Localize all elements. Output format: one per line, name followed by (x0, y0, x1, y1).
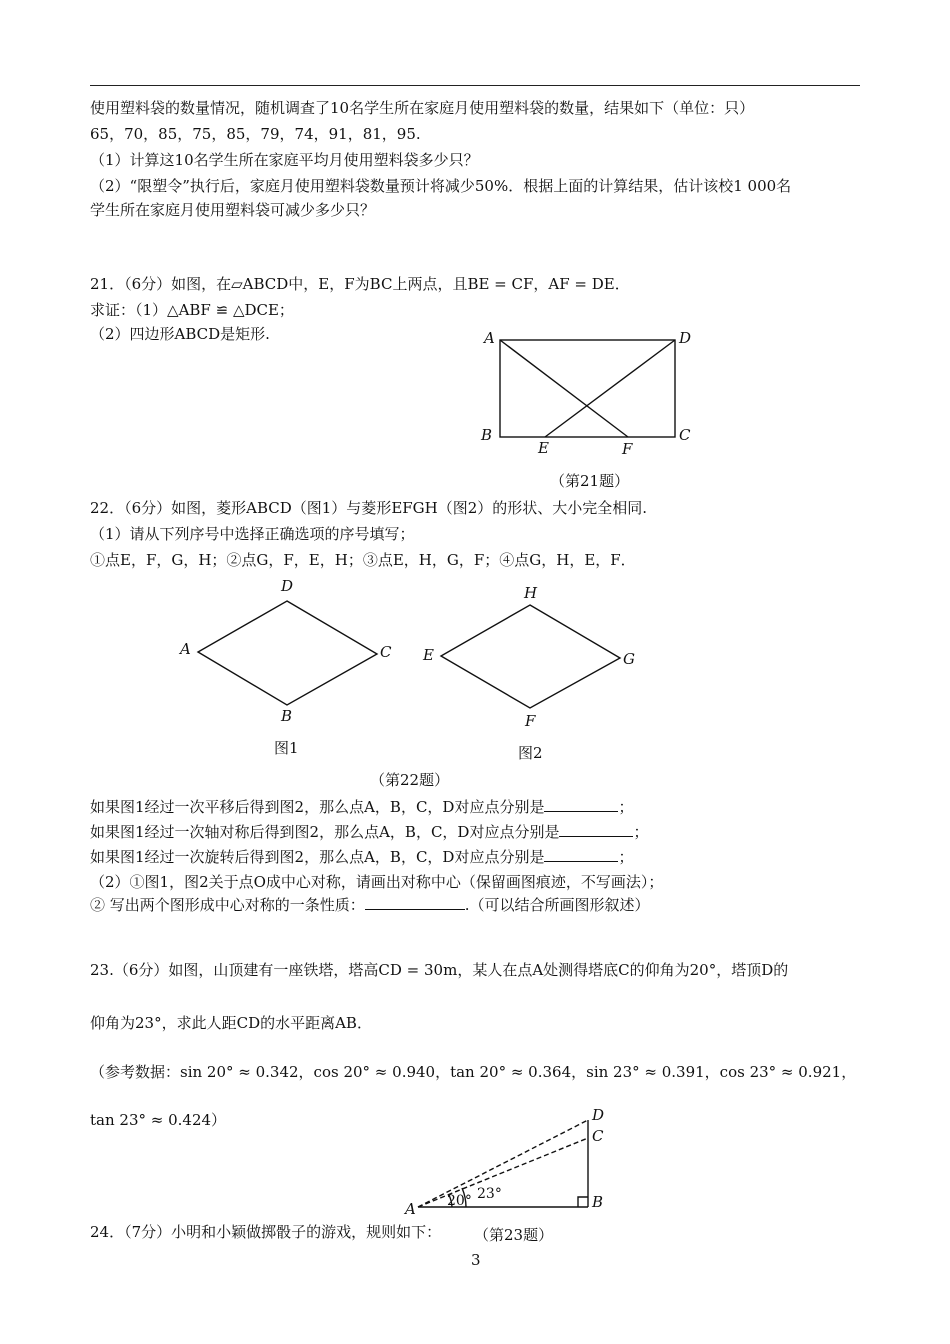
question-22-property (90, 895, 650, 915)
question-22-property-text: ② 写出两个图形成中心对称的一条性质： (90, 896, 365, 914)
fig21-label-A: A (484, 329, 495, 347)
fig23-label-B: B (592, 1193, 604, 1211)
fig22-label-E: E (423, 646, 434, 664)
question-22-translation-text: 如果图1经过一次平移后得到图2，那么点A，B，C，D对应点分别是 (90, 798, 545, 816)
figure-22-rhombus-1 (198, 601, 377, 705)
question-22-part-1: （1）请从下列序号中选择正确选项的序号填写； (90, 525, 415, 543)
fig22-label-B: B (281, 707, 293, 725)
fig22-label-C: C (380, 643, 392, 661)
fig21-label-D: D (679, 329, 692, 347)
question-22-rotation-text: 如果图1经过一次旋转后得到图2，那么点A，B，C，D对应点分别是 (90, 848, 545, 866)
question-20-part-2-cont: 学生所在家庭月使用塑料袋可减少多少只？ (90, 201, 376, 219)
fig23-label-D: D (592, 1106, 605, 1124)
question-22-options: ①点E，F，G，H；②点G，F，E，H；③点E，H，G，F；④点G，H，E，F． (90, 551, 636, 569)
question-21-proof-1: 求证：（1）△ABF ≌ △DCE； (90, 301, 294, 319)
semicolon: ； (618, 848, 634, 866)
fig21-label-C: C (679, 426, 691, 444)
fig23-label-C: C (592, 1127, 604, 1145)
fig22-label-H: H (524, 584, 538, 602)
figure-22-rhombus-2 (441, 605, 620, 708)
question-23-reference: （参考数据：sin 20° ≈ 0.342，cos 20° ≈ 0.940，tan 20° ≈ 0.364，sin 23° ≈ 0.391，cos 23° ≈ 0.921， (90, 1063, 857, 1081)
fig23-angle-23: 23° (477, 1186, 502, 1202)
question-22-stem: 22．（6分）如图，菱形ABCD（图1）与菱形EFGH（图2）的形状、大小完全相同. (90, 499, 648, 517)
fig23-angle-20: 20° (447, 1193, 472, 1209)
question-23-stem: 23.（6分）如图，山顶建有一座铁塔，塔高CD = 30m，某人在点A处测得塔底C的仰角为20°，塔顶D的 (90, 961, 789, 979)
fig22-label-D: D (281, 577, 294, 595)
question-22-reflection (90, 822, 648, 842)
fig23-label-A: A (405, 1200, 416, 1218)
question-21-stem: 21．（6分）如图，在▱ABCD中，E，F为BC上两点，且BE = CF，AF = DE． (90, 275, 630, 293)
figure-23-triangle (418, 1120, 588, 1207)
question-22-property-note: .（可以结合所画图形叙述） (464, 896, 650, 914)
question-20-part-1: （1）计算这10名学生所在家庭平均月使用塑料袋多少只？ (90, 151, 479, 169)
answer-blank-property[interactable] (365, 895, 465, 910)
semicolon: ； (633, 823, 649, 841)
fig21-label-E: E (538, 439, 549, 457)
semicolon: ； (618, 798, 634, 816)
fig22-label-A: A (180, 640, 191, 658)
fig21-label-B: B (481, 426, 493, 444)
answer-blank-translation[interactable] (544, 797, 618, 812)
fig22-label-F: F (525, 712, 536, 730)
figure-21-rectangle (500, 340, 675, 437)
question-20-part-2: （2）“限塑令”执行后，家庭月使用塑料袋数量预计将减少50%．根据上面的计算结果，估计该校1 000名 (90, 177, 792, 195)
question-22-translation (90, 797, 633, 817)
question-22-reflection-text: 如果图1经过一次轴对称后得到图2，那么点A，B，C，D对应点分别是 (90, 823, 560, 841)
figure-21-caption: （第21题） (550, 472, 630, 490)
question-21-proof-2: （2）四边形ABCD是矩形. (90, 325, 270, 343)
fig22-label-G: G (623, 650, 635, 668)
question-23-ask: 仰角为23°，求此人距CD的水平距离AB． (90, 1014, 372, 1032)
text-line-1: 使用塑料袋的数量情况，随机调查了10名学生所在家庭月使用塑料袋的数量，结果如下（单位：只） (90, 99, 755, 117)
page-number: 3 (471, 1251, 481, 1269)
figure-22-caption: （第22题） (370, 771, 450, 789)
figure-23-caption: （第23题） (474, 1226, 554, 1244)
answer-blank-rotation[interactable] (544, 847, 618, 862)
figure-22-1-caption: 图1 (274, 739, 299, 757)
question-22-rotation (90, 847, 633, 867)
figure-22-2-caption: 图2 (518, 744, 543, 762)
fig21-label-F: F (622, 440, 633, 458)
question-23-reference-cont: tan 23° ≈ 0.424） (90, 1111, 227, 1129)
text-line-2: 65，70，85，75，85，79，74，91，81，95. (90, 125, 421, 143)
question-24-stem: 24．（7分）小明和小颖做掷骰子的游戏，规则如下： (90, 1223, 442, 1241)
answer-blank-reflection[interactable] (559, 822, 633, 837)
question-22-part-2: （2）①图1，图2关于点O成中心对称，请画出对称中心（保留画图痕迹，不写画法）； (90, 873, 664, 891)
